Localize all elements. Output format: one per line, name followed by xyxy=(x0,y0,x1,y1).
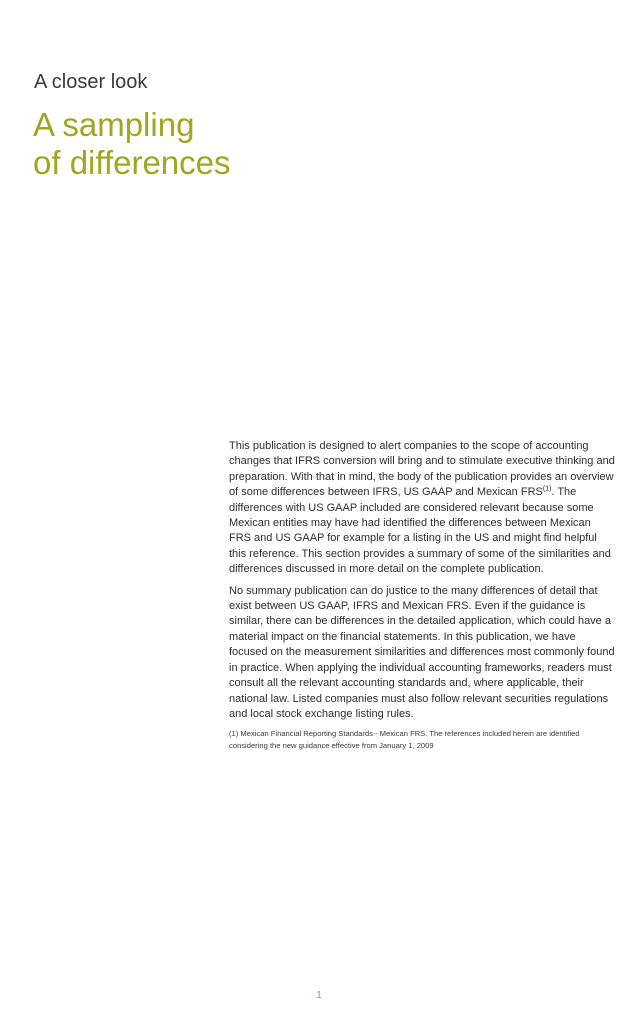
page-number: 1 xyxy=(316,990,322,1001)
body-text-column xyxy=(229,439,615,751)
footnote: (1) Mexican Financial Reporting Standards - Mexican FRS. The references included herein are identified considering the new guidance effective from January 1, 2009 xyxy=(229,729,580,750)
page-title-line-1: A sampling xyxy=(33,106,195,143)
page-title-line-2: of differences xyxy=(33,144,231,181)
body-paragraph-1 xyxy=(229,439,615,578)
footnote-reference: (1) xyxy=(542,485,552,493)
body-paragraph-1-text-a: This publication is designed to alert companies to the scope of accounting changes that IFRS conversion will bring and to stimulate executive thinking and preparation. With that in mind, the body of the publication provides an overview of some differences between IFRS, US GAAP and Mexican FRS xyxy=(229,440,615,499)
body-paragraph-2: No summary publication can do justice to the many differences of detail that exist between US GAAP, IFRS and Mexican FRS. Even if the guidance is similar, there can be differences in the detailed application, which could have a material impact on the financial statements. In this publication, we have focused on the measurement similarities and differences most commonly found in practice. When applying the individual accounting frameworks, readers must consult all the relevant accounting standards and, where applicable, their national law. Listed companies must also follow relevant securities regulations and local stock exchange listing rules. xyxy=(229,584,615,720)
section-kicker: A closer look xyxy=(34,71,148,93)
page-title xyxy=(33,106,231,182)
body-paragraph-1-text-b: . The differences with US GAAP included are considered relevant because some Mexican entities may have had identified the differences between Mexican FRS and US GAAP for example for a listing in the US and might find helpful this reference. This section provides a summary of some of the similarities and differences discussed in more detail on the complete publication. xyxy=(229,486,611,576)
